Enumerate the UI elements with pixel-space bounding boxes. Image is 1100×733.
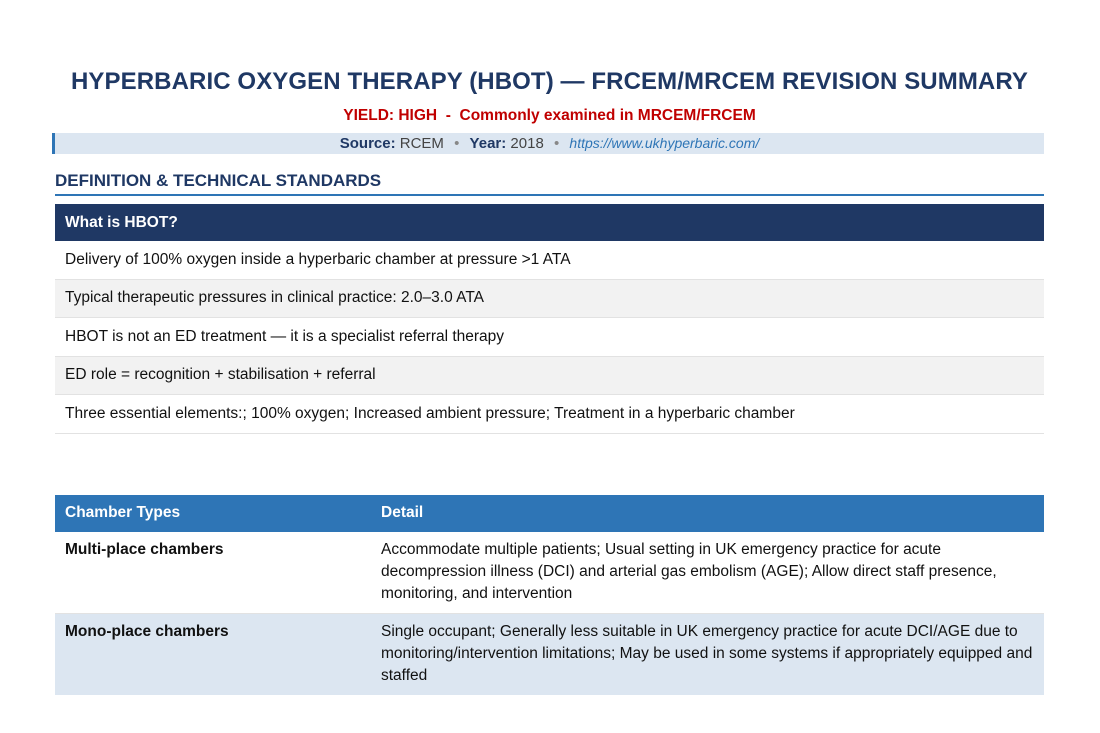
chamber-types-table — [55, 495, 1044, 695]
separator-dot: • — [553, 135, 560, 152]
column-header-detail: Detail — [371, 495, 1044, 532]
table-cell: Three essential elements:; 100% oxygen; Increased ambient pressure; Treatment in a hyperbaric chamber — [55, 395, 1044, 434]
section-heading: DEFINITION & TECHNICAL STANDARDS — [55, 171, 1044, 196]
chamber-detail-cell: Single occupant; Generally less suitable in UK emergency practice for acute DCI/AGE due to monitoring/intervention limitations; May be used in some systems if appropriately equipped and staffed — [371, 613, 1044, 695]
source-label: Source: — [339, 135, 396, 152]
table-row — [55, 613, 1044, 695]
table-cell: Typical therapeutic pressures in clinical practice: 2.0–3.0 ATA — [55, 279, 1044, 318]
document-title: HYPERBARIC OXYGEN THERAPY (HBOT) — FRCEM/MRCEM REVISION SUMMARY — [70, 68, 1029, 95]
table-row — [55, 532, 1044, 614]
chamber-type-cell: Multi-place chambers — [55, 532, 371, 614]
document-page — [55, 0, 1044, 695]
year-value: 2018 — [510, 135, 544, 152]
chamber-detail-cell: Accommodate multiple patients; Usual setting in UK emergency practice for acute decompression illness (DCI) and arterial gas embolism (AGE); Allow direct staff presence, monitoring, and intervention — [371, 532, 1044, 614]
table-cell: Delivery of 100% oxygen inside a hyperbaric chamber at pressure >1 ATA — [55, 241, 1044, 279]
source-bar — [52, 133, 1044, 154]
year-label: Year: — [469, 135, 507, 152]
table-row — [55, 279, 1044, 318]
chamber-type-cell: Mono-place chambers — [55, 613, 371, 695]
table-row — [55, 241, 1044, 279]
source-value: RCEM — [399, 135, 444, 152]
separator-dot: • — [454, 135, 460, 152]
yield-line: YIELD: HIGH - Commonly examined in MRCEM/FRCEM — [343, 107, 756, 124]
definition-table-header: What is HBOT? — [55, 204, 1044, 241]
source-url-link[interactable]: https://www.ukhyperbaric.com/ — [569, 135, 760, 151]
column-header-chamber-types: Chamber Types — [55, 495, 371, 532]
table-row — [55, 356, 1044, 395]
definition-table — [55, 204, 1044, 434]
table-row — [55, 395, 1044, 434]
table-cell: ED role = recognition + stabilisation + referral — [55, 356, 1044, 395]
table-cell: HBOT is not an ED treatment — it is a specialist referral therapy — [55, 318, 1044, 357]
table-row — [55, 318, 1044, 357]
